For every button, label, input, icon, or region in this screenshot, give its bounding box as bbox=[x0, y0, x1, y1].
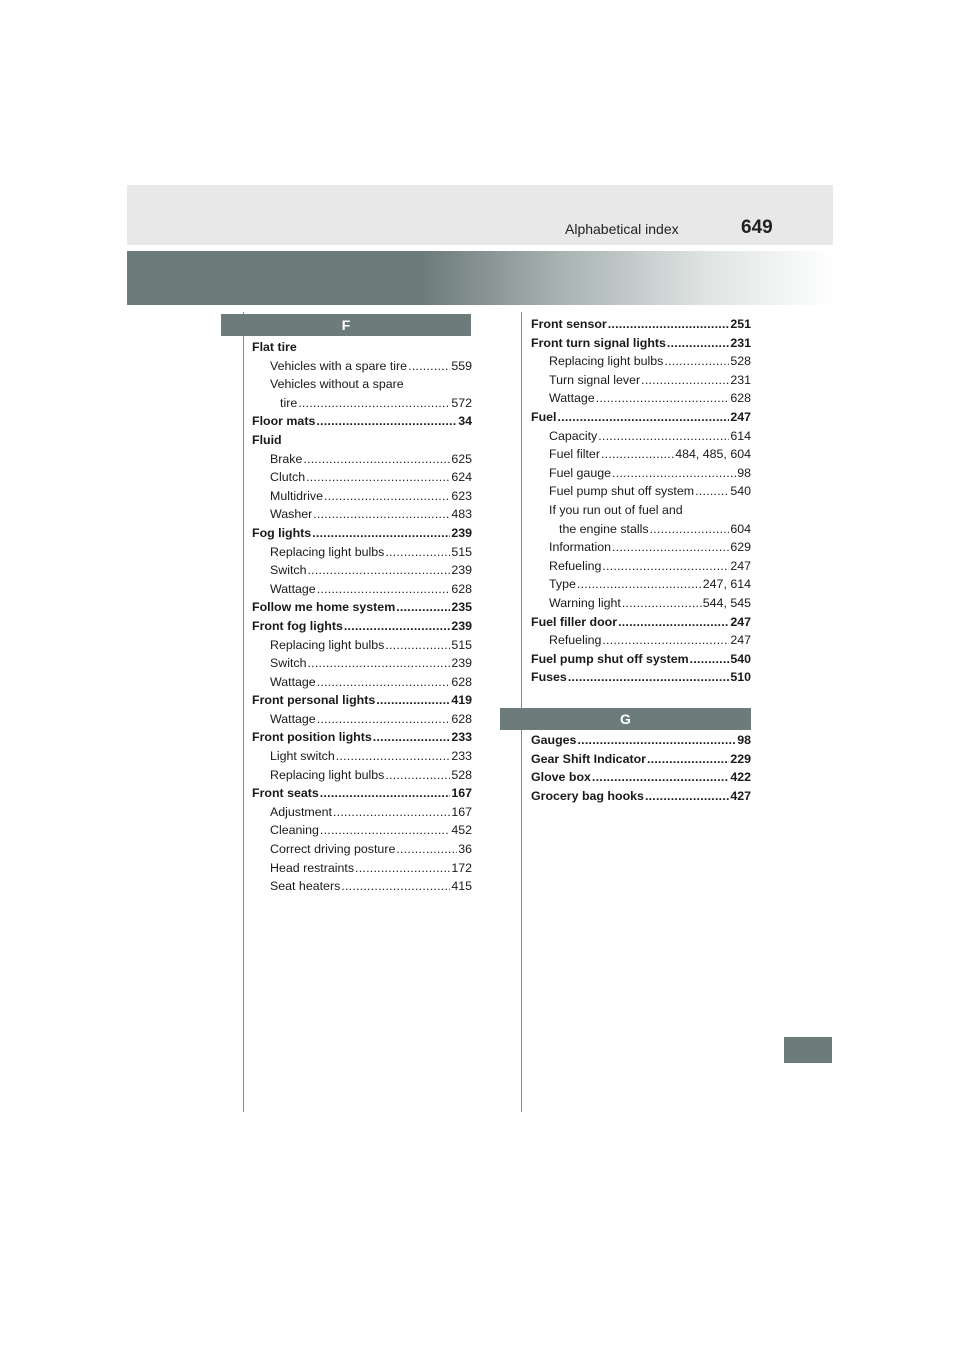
dot-leader bbox=[602, 633, 729, 647]
dot-leader bbox=[396, 600, 450, 614]
entry-label: Fuses bbox=[531, 670, 567, 685]
entry-label: Seat heaters bbox=[270, 879, 341, 894]
index-entry bbox=[531, 670, 751, 689]
dot-leader bbox=[650, 522, 730, 536]
entry-label: Wattage bbox=[270, 674, 316, 689]
index-entry bbox=[252, 786, 472, 805]
index-entry bbox=[531, 577, 751, 596]
dot-leader bbox=[408, 359, 450, 373]
index-entry bbox=[252, 693, 472, 712]
index-entry bbox=[252, 359, 472, 378]
entry-label: Vehicles with a spare tire bbox=[270, 358, 408, 373]
index-entry bbox=[252, 489, 472, 508]
entry-pages: 452 bbox=[451, 823, 472, 838]
index-entry bbox=[252, 414, 472, 433]
entry-label: Fuel filter bbox=[549, 447, 600, 462]
dot-leader bbox=[612, 540, 729, 554]
entry-label: Wattage bbox=[270, 581, 316, 596]
entry-pages: 628 bbox=[730, 391, 751, 406]
entry-pages: 484, 485, 604 bbox=[675, 447, 751, 462]
index-entry bbox=[252, 340, 472, 359]
entry-pages: 422 bbox=[730, 770, 751, 785]
entry-pages: 239 bbox=[451, 563, 472, 578]
page-header bbox=[127, 185, 833, 245]
dot-leader bbox=[385, 545, 450, 559]
entry-pages: 231 bbox=[730, 372, 751, 387]
entry-label: Fluid bbox=[252, 432, 282, 447]
entry-label: Warning light bbox=[549, 595, 621, 610]
index-entry bbox=[252, 433, 472, 452]
dot-leader bbox=[622, 596, 702, 610]
dot-leader bbox=[618, 615, 729, 629]
entry-pages: 239 bbox=[451, 618, 472, 633]
dot-leader bbox=[577, 577, 702, 591]
index-entry bbox=[252, 563, 472, 582]
entry-label: Switch bbox=[270, 563, 307, 578]
entry-pages: 604 bbox=[730, 521, 751, 536]
dot-leader bbox=[641, 373, 729, 387]
dot-leader bbox=[612, 466, 736, 480]
index-entry bbox=[252, 526, 472, 545]
index-entry bbox=[531, 447, 751, 466]
dot-leader bbox=[376, 693, 450, 707]
index-entry bbox=[531, 752, 751, 771]
entry-pages: 415 bbox=[451, 879, 472, 894]
index-entry bbox=[252, 768, 472, 787]
dot-leader bbox=[336, 749, 451, 763]
entry-pages: 544, 545 bbox=[702, 595, 751, 610]
entry-label: Information bbox=[549, 540, 611, 555]
dot-leader bbox=[313, 507, 450, 521]
dot-leader bbox=[317, 712, 451, 726]
index-entry bbox=[531, 373, 751, 392]
dot-leader bbox=[373, 730, 451, 744]
entry-label: Vehicles without a spare bbox=[270, 377, 404, 392]
dot-leader bbox=[695, 484, 729, 498]
entry-pages: 629 bbox=[730, 540, 751, 555]
dot-leader bbox=[396, 842, 457, 856]
index-entry bbox=[531, 615, 751, 634]
dot-leader bbox=[306, 470, 450, 484]
entry-label: Fuel filler door bbox=[531, 614, 618, 629]
entry-label: Flat tire bbox=[252, 340, 297, 354]
page-number: 649 bbox=[741, 217, 773, 238]
dot-leader bbox=[645, 789, 729, 803]
entry-pages: 614 bbox=[730, 428, 751, 443]
index-entry bbox=[252, 805, 472, 824]
entry-pages: 419 bbox=[451, 693, 472, 708]
dot-leader bbox=[341, 879, 450, 893]
dot-leader bbox=[601, 447, 674, 461]
index-entry bbox=[531, 652, 751, 671]
entry-pages: 34 bbox=[458, 414, 472, 429]
entry-label: Front fog lights bbox=[252, 618, 343, 633]
dot-leader bbox=[320, 786, 451, 800]
entry-label: Glove box bbox=[531, 770, 591, 785]
entry-pages: 540 bbox=[730, 651, 751, 666]
entry-pages: 427 bbox=[730, 788, 751, 803]
entry-label: the engine stalls bbox=[559, 521, 649, 536]
entry-label: Front seats bbox=[252, 786, 319, 801]
entry-pages: 167 bbox=[451, 804, 472, 819]
dot-leader bbox=[690, 652, 730, 666]
index-entry bbox=[531, 522, 751, 541]
dot-leader bbox=[664, 354, 729, 368]
index-entry bbox=[531, 596, 751, 615]
entry-pages: 628 bbox=[451, 581, 472, 596]
index-entry bbox=[252, 656, 472, 675]
dot-leader bbox=[303, 452, 450, 466]
dot-leader bbox=[577, 733, 736, 747]
entry-pages: 247 bbox=[730, 614, 751, 629]
entry-pages: 515 bbox=[451, 544, 472, 559]
entry-label: Replacing light bulbs bbox=[270, 544, 385, 559]
entry-label: Fuel pump shut off system bbox=[549, 484, 695, 499]
entry-pages: 233 bbox=[451, 749, 472, 764]
entry-label: Brake bbox=[270, 451, 303, 466]
entry-pages: 239 bbox=[451, 656, 472, 671]
entry-label: Turn signal lever bbox=[549, 372, 641, 387]
dot-leader bbox=[568, 670, 730, 684]
index-entry bbox=[531, 484, 751, 503]
entry-label: Washer bbox=[270, 507, 313, 522]
index-entry bbox=[531, 770, 751, 789]
section-letter-g: G bbox=[500, 708, 751, 730]
entry-label: Type bbox=[549, 577, 576, 592]
entry-label: Clutch bbox=[270, 470, 306, 485]
entry-pages: 483 bbox=[451, 507, 472, 522]
dot-leader bbox=[312, 526, 450, 540]
entry-pages: 98 bbox=[737, 465, 751, 480]
dot-leader bbox=[324, 489, 450, 503]
dot-leader bbox=[647, 752, 729, 766]
entry-label: Fuel bbox=[531, 409, 557, 424]
entry-label: Replacing light bulbs bbox=[549, 354, 664, 369]
entry-pages: 625 bbox=[451, 451, 472, 466]
entry-pages: 515 bbox=[451, 637, 472, 652]
index-entry bbox=[252, 675, 472, 694]
entry-label: Fuel gauge bbox=[549, 465, 612, 480]
entry-pages: 233 bbox=[451, 730, 472, 745]
index-entry bbox=[252, 452, 472, 471]
entry-pages: 510 bbox=[730, 670, 751, 685]
index-entry bbox=[252, 582, 472, 601]
entry-pages: 231 bbox=[730, 335, 751, 350]
entry-pages: 540 bbox=[730, 484, 751, 499]
dot-leader bbox=[385, 768, 450, 782]
entry-label: If you run out of fuel and bbox=[549, 502, 683, 517]
entry-label: Wattage bbox=[549, 391, 595, 406]
index-entry bbox=[531, 733, 751, 752]
entry-pages: 528 bbox=[451, 767, 472, 782]
entry-label: Cleaning bbox=[270, 823, 319, 838]
index-column-right-g bbox=[531, 733, 751, 807]
entry-label: Gear Shift Indicator bbox=[531, 751, 646, 766]
entry-label: Fog lights bbox=[252, 525, 312, 540]
index-entry bbox=[531, 336, 751, 355]
entry-label: Grocery bag hooks bbox=[531, 788, 644, 803]
entry-label: Replacing light bulbs bbox=[270, 767, 385, 782]
entry-pages: 628 bbox=[451, 711, 472, 726]
entry-label: Switch bbox=[270, 656, 307, 671]
entry-label: Floor mats bbox=[252, 414, 316, 429]
index-entry bbox=[531, 633, 751, 652]
entry-pages: 624 bbox=[451, 470, 472, 485]
entry-pages: 623 bbox=[451, 488, 472, 503]
entry-label: tire bbox=[280, 395, 298, 410]
index-entry bbox=[252, 507, 472, 526]
index-entry bbox=[252, 879, 472, 898]
index-entry bbox=[252, 842, 472, 861]
dot-leader bbox=[598, 429, 729, 443]
index-entry bbox=[252, 730, 472, 749]
entry-pages: 247 bbox=[730, 409, 751, 424]
entry-pages: 572 bbox=[451, 395, 472, 410]
dot-leader bbox=[317, 582, 451, 596]
section-tab-marker bbox=[784, 1037, 832, 1063]
entry-pages: 98 bbox=[737, 733, 751, 747]
dot-leader bbox=[308, 656, 451, 670]
dot-leader bbox=[298, 396, 450, 410]
index-entry bbox=[252, 470, 472, 489]
entry-label: Wattage bbox=[270, 711, 316, 726]
entry-pages: 247, 614 bbox=[702, 577, 751, 592]
entry-label: Correct driving posture bbox=[270, 842, 396, 857]
dot-leader bbox=[344, 619, 450, 633]
entry-pages: 528 bbox=[730, 354, 751, 369]
page-title: Alphabetical index bbox=[565, 221, 679, 237]
dot-leader bbox=[333, 805, 450, 819]
dot-leader bbox=[316, 414, 457, 428]
index-column-left bbox=[252, 340, 472, 898]
entry-pages: 36 bbox=[458, 842, 472, 857]
entry-label: Front personal lights bbox=[252, 693, 376, 708]
entry-pages: 559 bbox=[451, 358, 472, 373]
index-entry bbox=[252, 619, 472, 638]
entry-label: Front turn signal lights bbox=[531, 335, 666, 350]
index-entry bbox=[531, 559, 751, 578]
entry-pages: 247 bbox=[730, 633, 751, 648]
entry-pages: 251 bbox=[730, 317, 751, 331]
index-entry bbox=[252, 638, 472, 657]
index-entry bbox=[531, 466, 751, 485]
dot-leader bbox=[596, 391, 730, 405]
entry-label: Front sensor bbox=[531, 317, 607, 331]
index-column-right bbox=[531, 317, 751, 689]
dot-leader bbox=[602, 559, 729, 573]
index-entry bbox=[252, 861, 472, 880]
entry-label: Capacity bbox=[549, 428, 598, 443]
dot-leader bbox=[317, 675, 451, 689]
index-entry bbox=[252, 377, 472, 396]
section-letter-f: F bbox=[221, 314, 471, 336]
index-entry bbox=[252, 712, 472, 731]
entry-label: Follow me home system bbox=[252, 600, 396, 615]
entry-label: Adjustment bbox=[270, 804, 332, 819]
entry-pages: 167 bbox=[451, 786, 472, 801]
entry-pages: 229 bbox=[730, 751, 751, 766]
entry-pages: 172 bbox=[451, 860, 472, 875]
index-entry bbox=[252, 749, 472, 768]
index-entry bbox=[252, 396, 472, 415]
dot-leader bbox=[667, 336, 729, 350]
index-entry bbox=[252, 823, 472, 842]
index-entry bbox=[531, 503, 751, 522]
index-entry bbox=[531, 789, 751, 808]
entry-pages: 239 bbox=[451, 525, 472, 540]
dot-leader bbox=[320, 823, 450, 837]
index-entry bbox=[531, 540, 751, 559]
entry-pages: 628 bbox=[451, 674, 472, 689]
dot-leader bbox=[557, 410, 729, 424]
index-entry bbox=[531, 391, 751, 410]
dot-leader bbox=[385, 638, 450, 652]
index-entry bbox=[252, 600, 472, 619]
index-entry bbox=[531, 354, 751, 373]
decorative-band bbox=[127, 251, 833, 305]
entry-label: Refueling bbox=[549, 558, 602, 573]
index-entry bbox=[531, 317, 751, 336]
entry-label: Light switch bbox=[270, 749, 335, 764]
entry-label: Refueling bbox=[549, 633, 602, 648]
entry-label: Fuel pump shut off system bbox=[531, 651, 689, 666]
entry-label: Head restraints bbox=[270, 860, 355, 875]
dot-leader bbox=[355, 861, 450, 875]
entry-label: Replacing light bulbs bbox=[270, 637, 385, 652]
entry-label: Gauges bbox=[531, 733, 577, 747]
entry-pages: 235 bbox=[451, 600, 472, 615]
index-entry bbox=[531, 410, 751, 429]
entry-label: Front position lights bbox=[252, 730, 372, 745]
entry-label: Multidrive bbox=[270, 488, 324, 503]
dot-leader bbox=[308, 563, 451, 577]
dot-leader bbox=[608, 317, 730, 331]
left-column-rule bbox=[243, 312, 244, 1112]
entry-pages: 247 bbox=[730, 558, 751, 573]
index-entry bbox=[252, 545, 472, 564]
dot-leader bbox=[592, 770, 729, 784]
index-entry bbox=[531, 429, 751, 448]
